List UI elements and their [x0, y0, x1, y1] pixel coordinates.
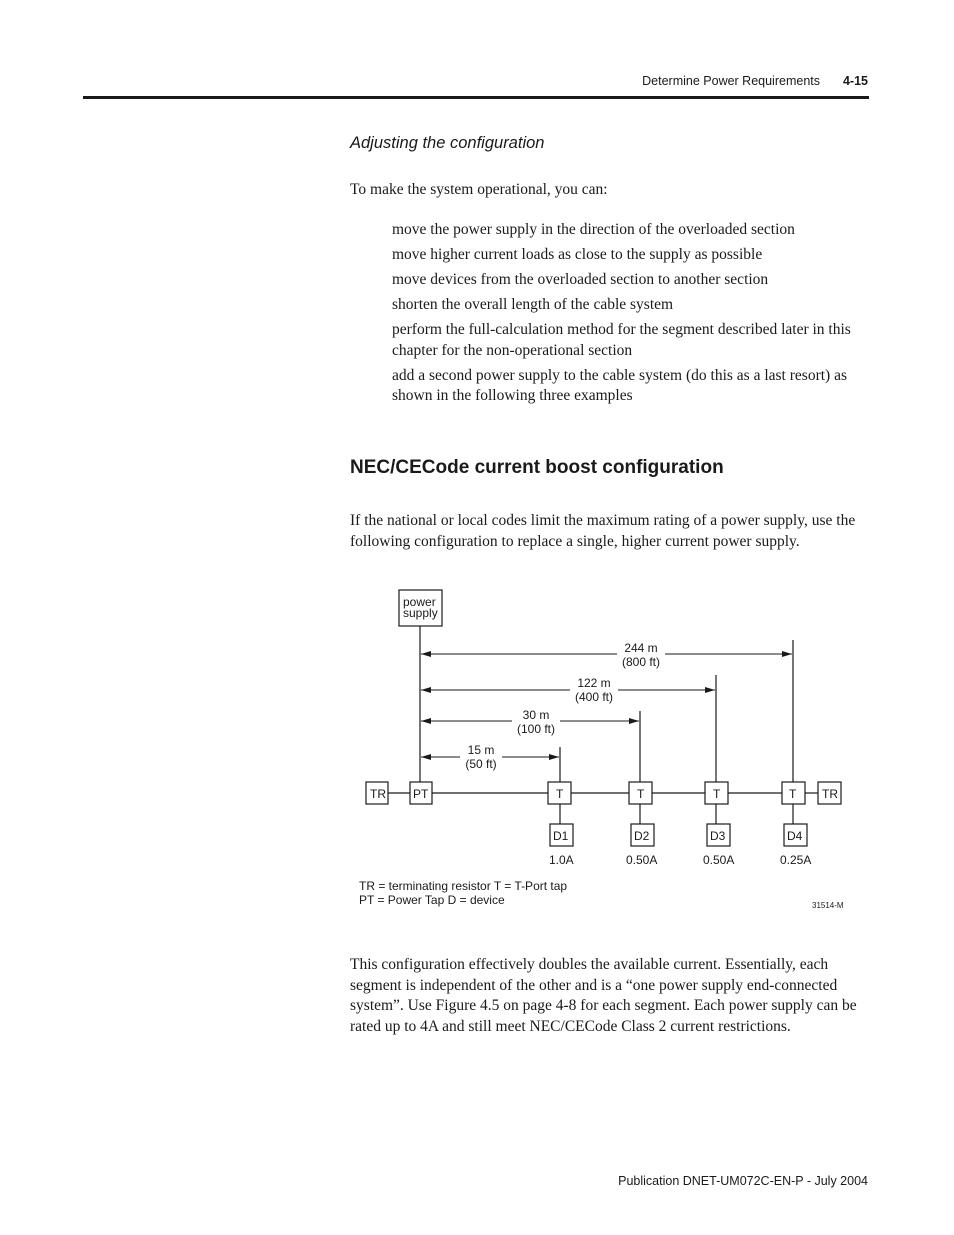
terminator-left-label: TR	[370, 787, 386, 801]
terminator-right-label: TR	[822, 787, 838, 801]
tap-label: T	[789, 787, 797, 801]
diagram-legend: PT = Power Tap D = device	[359, 893, 505, 907]
distance-imperial: (50 ft)	[465, 757, 497, 771]
device-label: D3	[710, 829, 726, 843]
device-label: D1	[553, 829, 569, 843]
distance-imperial: (800 ft)	[621, 655, 661, 669]
list-item: shorten the overall length of the cable system	[392, 296, 674, 313]
distance-metric: 30 m	[522, 708, 550, 722]
adjusting-intro: To make the system operational, you can:	[350, 181, 608, 198]
tap-label: T	[713, 787, 721, 801]
list-item: move devices from the overloaded section to another section	[392, 271, 769, 288]
distance-imperial: (100 ft)	[516, 722, 556, 736]
boost-paragraph: If the national or local codes limit the maximum rating of a power supply, use the following configuration to replace a single, higher current power supply.	[350, 512, 856, 550]
closing-paragraph: This configuration effectively doubles the available current. Essentially, each segment is independent of the other and is a “one power supply end-connected system”. Use Figure 4.5 on page 4-8 for each segment. Each power supply can be rated up to 4A and still meet NEC/CECode Class 2 current restrictions.	[350, 956, 857, 1035]
distance-metric: 122 m	[577, 676, 611, 690]
power-supply-label: supply	[403, 606, 438, 620]
tap-label: T	[556, 787, 564, 801]
list-item: move higher current loads as close to the supply as possible	[392, 246, 763, 263]
device-current: 0.25A	[780, 853, 812, 867]
power-supply-label: power	[403, 595, 436, 609]
list-item: perform the full-calculation method for the segment described later in this chapter for the non-operational section	[392, 321, 851, 359]
publication-footer: Publication DNET-UM072C-EN-P - July 2004	[618, 1174, 868, 1188]
distance-metric: 15 m	[467, 743, 495, 757]
header-section-title: Determine Power Requirements	[642, 74, 820, 88]
section-heading: NEC/CECode current boost configuration	[350, 457, 724, 478]
diagram-legend: TR = terminating resistor T = T-Port tap	[359, 879, 568, 893]
header-page-number: 4-15	[842, 74, 868, 88]
distance-metric: 244 m	[624, 641, 658, 655]
distance-imperial: (400 ft)	[574, 690, 614, 704]
device-current: 0.50A	[626, 853, 658, 867]
figure-id: 31514-M	[812, 901, 844, 910]
device-current: 0.50A	[703, 853, 735, 867]
tap-label: T	[637, 787, 645, 801]
adjusting-subheading: Adjusting the configuration	[350, 134, 545, 152]
device-label: D4	[787, 829, 803, 843]
power-tap-label: PT	[413, 787, 429, 801]
list-item: add a second power supply to the cable system (do this as a last resort) as shown in the following three examples	[392, 366, 847, 404]
device-label: D2	[634, 829, 650, 843]
device-current: 1.0A	[549, 853, 574, 867]
list-item: move the power supply in the direction of the overloaded section	[392, 221, 795, 238]
